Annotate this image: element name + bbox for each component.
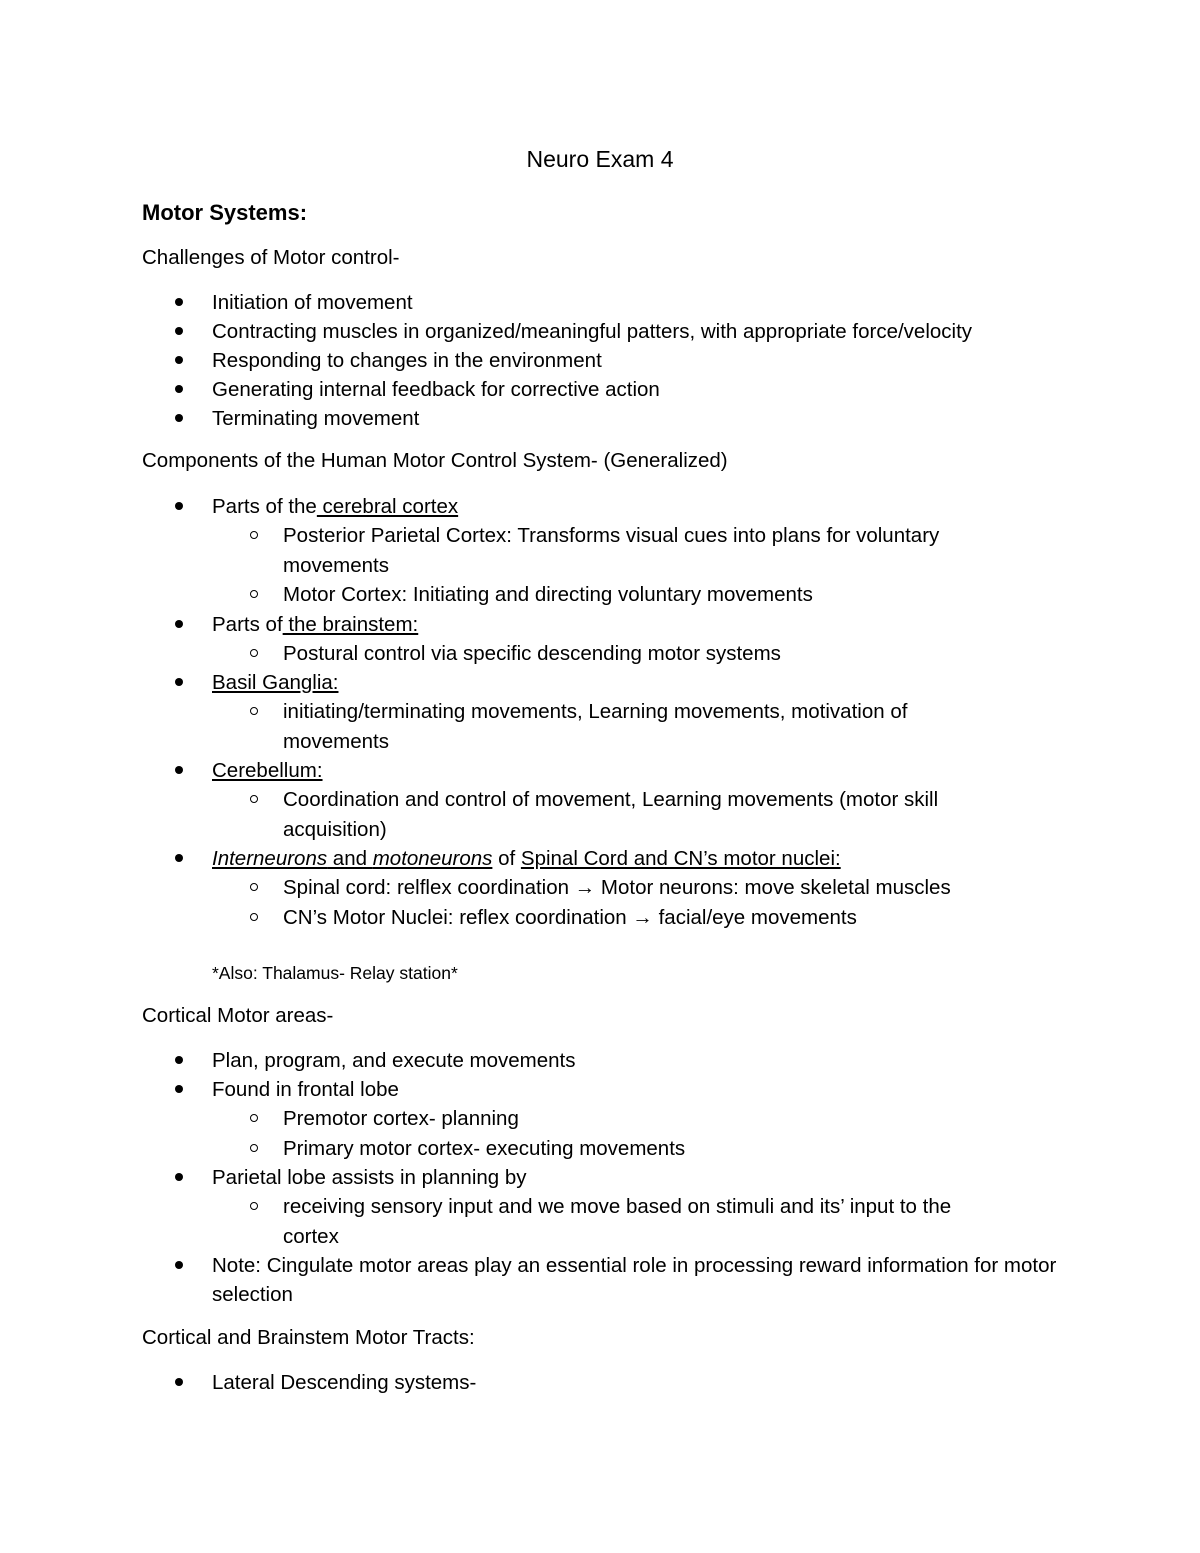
- components-list: [0, 492, 1092, 932]
- challenges-label: Challenges of Motor control-: [142, 246, 400, 269]
- list-item: Note: Cingulate motor areas play an essential role in processing reward information for motor selection: [0, 1251, 1092, 1309]
- sublist-item: initiating/terminating movements, Learning movements, motivation of movements: [212, 697, 1003, 756]
- circle-bullet-icon: [250, 1144, 258, 1152]
- list-item-brainstem: Parts of the brainstem: Postural control via specific descending motor systems: [0, 610, 1092, 669]
- components-label: Components of the Human Motor Control System- (Generalized): [142, 449, 728, 472]
- bullet-icon: [175, 327, 183, 335]
- list-item: Contracting muscles in organized/meaningful patters, with appropriate force/velocity: [0, 317, 1092, 346]
- bullet-icon: [175, 1085, 183, 1093]
- bullet-icon: [175, 356, 183, 364]
- list-item: Terminating movement: [0, 404, 1092, 433]
- sublist: [212, 785, 1092, 844]
- circle-bullet-icon: [250, 883, 258, 891]
- arrow-right-icon: →: [632, 905, 653, 929]
- list-item-cortex: Parts of the cerebral cortex Posterior Parietal Cortex: Transforms visual cues into plans for voluntary movements Motor Cortex: Initiating and directing voluntary movements: [0, 492, 1092, 610]
- circle-bullet-icon: [250, 913, 258, 921]
- circle-bullet-icon: [250, 590, 258, 598]
- circle-bullet-icon: [250, 795, 258, 803]
- bullet-icon: [175, 766, 183, 774]
- list-item-spinal-cord: Interneurons and motoneurons of Spinal Cord and CN’s motor nuclei: Spinal cord: relflex coordination → Motor neurons: move skeletal muscles CN’s Motor Nuclei: reflex coordination → facial/eye movements: [0, 844, 1092, 932]
- cortical-areas-label: Cortical Motor areas-: [142, 1004, 334, 1027]
- sublist: [212, 521, 1092, 610]
- list-item: Generating internal feedback for corrective action: [0, 375, 1092, 404]
- bullet-icon: [175, 502, 183, 510]
- challenges-list: [0, 288, 1092, 433]
- list-item: Initiation of movement: [0, 288, 1092, 317]
- bullet-icon: [175, 1261, 183, 1269]
- list-item-cerebellum: Cerebellum: Coordination and control of movement, Learning movements (motor skill acquisition): [0, 756, 1092, 844]
- page-title: Neuro Exam 4: [526, 146, 674, 172]
- cortical-areas-list: [0, 1046, 1092, 1309]
- thalamus-note: *Also: Thalamus- Relay station*: [212, 963, 458, 983]
- list-item: Parietal lobe assists in planning by receiving sensory input and we move based on stimuli and its’ input to the cortex: [0, 1163, 1092, 1251]
- arrow-right-icon: →: [574, 876, 596, 899]
- motor-tracts-label: Cortical and Brainstem Motor Tracts:: [142, 1326, 475, 1349]
- bullet-icon: [175, 385, 183, 393]
- bullet-icon: [175, 620, 183, 628]
- sublist-item: Coordination and control of movement, Learning movements (motor skill acquisition): [212, 785, 1003, 844]
- sublist: [212, 873, 1092, 932]
- sublist-item: Posterior Parietal Cortex: Transforms visual cues into plans for voluntary movements: [212, 521, 1003, 580]
- list-item: Lateral Descending systems-: [0, 1368, 1092, 1397]
- circle-bullet-icon: [250, 531, 258, 539]
- motor-tracts-list: [0, 1368, 1092, 1397]
- bullet-icon: [175, 854, 183, 862]
- sublist-item: Motor Cortex: Initiating and directing voluntary movements: [212, 580, 1003, 610]
- bullet-icon: [175, 1173, 183, 1181]
- circle-bullet-icon: [250, 649, 258, 657]
- bullet-icon: [175, 414, 183, 422]
- circle-bullet-icon: [250, 1114, 258, 1122]
- sublist: [212, 697, 1092, 756]
- sublist-item: Postural control via specific descending motor systems: [212, 639, 1003, 669]
- sublist: [212, 1104, 1092, 1163]
- bullet-icon: [175, 298, 183, 306]
- circle-bullet-icon: [250, 1202, 258, 1210]
- sublist-item: CN’s Motor Nuclei: reflex coordination → facial/eye movements: [212, 903, 1003, 933]
- list-item-basal-ganglia: Basil Ganglia: initiating/terminating movements, Learning movements, motivation of movements: [0, 668, 1092, 756]
- sublist-item: Primary motor cortex- executing movements: [212, 1134, 1003, 1164]
- bullet-icon: [175, 1378, 183, 1386]
- sublist-item: Spinal cord: relflex coordination → Motor neurons: move skeletal muscles: [212, 873, 1003, 903]
- list-item: Responding to changes in the environment: [0, 346, 1092, 375]
- sublist-item: Premotor cortex- planning: [212, 1104, 1003, 1134]
- bullet-icon: [175, 678, 183, 686]
- list-item: Plan, program, and execute movements: [0, 1046, 1092, 1075]
- section-heading: Motor Systems:: [142, 200, 308, 225]
- sublist-item: receiving sensory input and we move based on stimuli and its’ input to the cortex: [212, 1192, 1003, 1251]
- circle-bullet-icon: [250, 707, 258, 715]
- sublist: [212, 639, 1092, 669]
- bullet-icon: [175, 1056, 183, 1064]
- sublist: [212, 1192, 1092, 1251]
- list-item: Found in frontal lobe Premotor cortex- planning Primary motor cortex- executing movements: [0, 1075, 1092, 1163]
